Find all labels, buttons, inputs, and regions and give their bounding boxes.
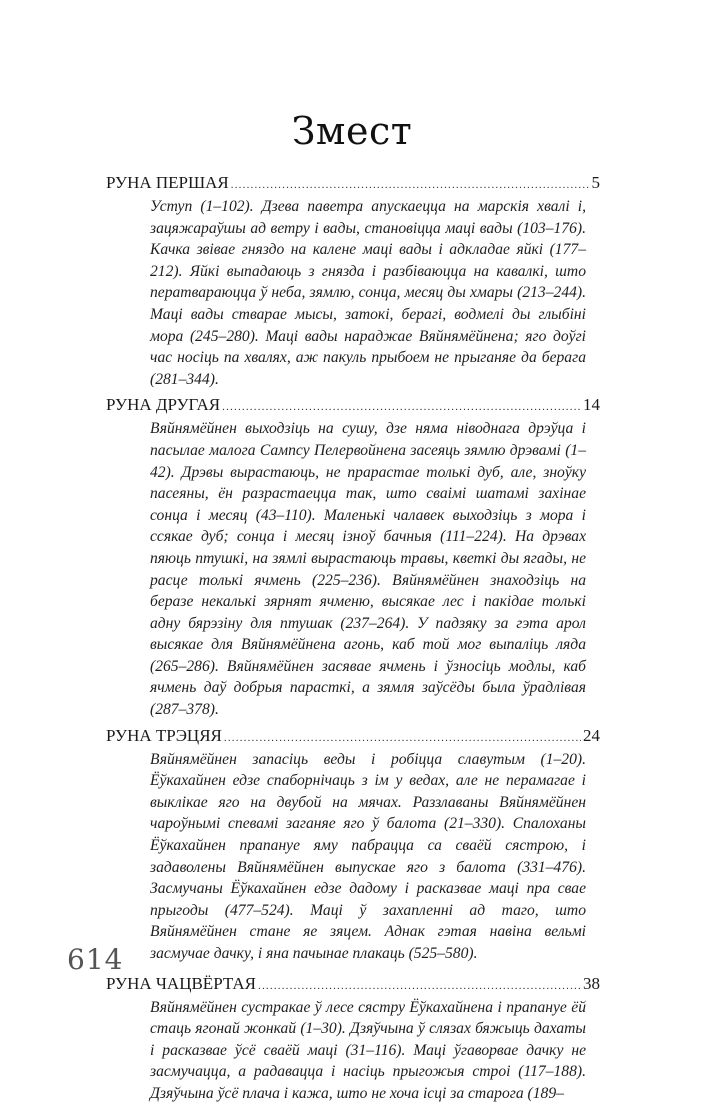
- dot-leader: [258, 975, 581, 997]
- toc-entry-label: РУНА ТРЭЦЯЯ: [106, 725, 222, 745]
- toc-entry-heading[interactable]: [106, 973, 600, 997]
- dot-leader: [231, 174, 590, 196]
- dot-leader: [224, 727, 581, 749]
- toc-entry-page-number: 24: [583, 725, 600, 745]
- dot-leader: [222, 396, 581, 418]
- toc-entry-heading[interactable]: [106, 172, 600, 196]
- table-of-contents: [106, 172, 600, 1111]
- toc-entry-label: РУНА ДРУГАЯ: [106, 395, 221, 415]
- toc-entry-heading[interactable]: [106, 725, 600, 749]
- page-title: Змест: [291, 109, 413, 154]
- toc-entry-summary: Вяйнямёйнен запасіць веды і робіцца славутым (1–20). Ёўкахайнен едзе спаборнічаць з ім у ведах, але не перамагае і выклікае яго на двубой на мячах. Раззлаваны Вяйнямёйнен чароўнымі спевамі заганяе яго ў балота (21–330). Спалоханы Ёўкахайнен прапануе яму пабрацца са сваёй сястрою, і задаволены Вяйнямёйнен выпускае яго з балота (331–476). Засмучаны Ёўкахайнен едзе дадому і расказвае маці пра свае прыгоды (477–524). Маці ў захапленні ад таго, што Вяйнямёйнен стане яе зяцем. Аднак гэтая навіна вельмі засмучае дачку, і яна пачынае плакаць (525–580).: [150, 750, 586, 962]
- toc-entry-3: [106, 725, 600, 965]
- toc-entry-page-number: 38: [583, 973, 600, 993]
- toc-entry-2: [106, 394, 600, 720]
- page-number: 614: [67, 943, 124, 976]
- toc-entry-4: [106, 973, 600, 1105]
- toc-entry-page-number: 5: [591, 173, 600, 192]
- toc-entry-page-number: 14: [583, 395, 600, 415]
- toc-entry-1: [106, 172, 600, 390]
- toc-entry-summary: Вяйнямёйнен сустракае ў лесе сястру Ёўкахайнена і прапануе ёй стаць ягонай жонкай (1–30). Дзяўчына ў слязах бяжыць дахаты і расказвае ўсё сваёй маці (31–116). Маці ўгаворвае дачку не засмучацца, а радавацца і насіць прыгожыя строі (117–188). Дзяўчына ўсё плача і кажа, што не хоча ісці за старога (189–: [150, 998, 586, 1102]
- toc-entry-label: РУНА ПЕРШАЯ: [106, 173, 229, 192]
- toc-entry-label: РУНА ЧАЦВЁРТАЯ: [106, 973, 257, 993]
- toc-entry-heading[interactable]: [106, 394, 600, 418]
- toc-entry-summary: Вяйнямёйнен выходзіць на сушу, дзе няма ніводнага дрэўца і пасылае малога Сампсу Пелервойнена засеяць зямлю дрэвамі (1–42). Дрэвы вырастаюць, не прарастае толькі дуб, але, зноўку пасеяны, ён разрастаецца так, што сваімі шатамі захінае сонца і месяц (43–110). Маленькі чалавек выходзіць з мора і ссякае дуб; сонца і месяц ізноў бачныя (111–224). На дрэвах пяюць птушкі, на зямлі вырастаюць травы, кветкі ды ягады, не расце толькі ячмень (225–236). Вяйнямёйнен знаходзіць на беразе некалькі зярнят ячменю, высякае лес і пакідае толькі адну бярэзіну для птушак (237–264). У падзяку за гэта арол высякае для Вяйнямёйнена агонь, каб той мог выпаліць ляда (265–286). Вяйнямёйнен засявае ячмень і ўзносіць модлы, каб ячмень даў добрыя парасткі, а зямля заўсёды была ўрадлівая (287–378).: [150, 420, 586, 719]
- toc-entry-summary: Уступ (1–102). Дзева паветра апускаецца на марскія хвалі і, зацяжараўшы ад ветру і вады, становіцца маці вады (103–176). Качка звівае гняздо на калене маці вады і адкладае яйкі (177–212). Яйкі выпадаюць з гнязда і разбіваюцца на кавалкі, што ператвараюцца ў неба, зямлю, сонца, месяц ды хмары (213–244). Маці вады стварае мысы, затокі, берагі, водмелі ды глыбіні мора (245–280). Маці вады нараджае Вяйнямёйнена; яго доўгі час носіць па хвалях, аж пакуль прыбоем не прыганяе да берага (281–344).: [150, 198, 586, 388]
